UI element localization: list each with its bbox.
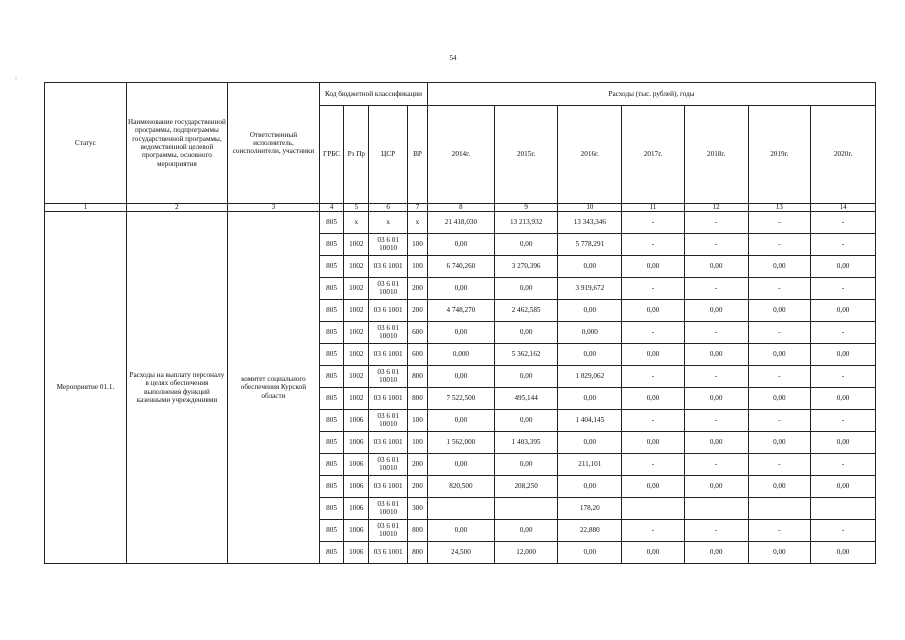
year-2014-cell: [428, 498, 495, 520]
year-2016-cell: 211,101: [558, 454, 622, 476]
csr-cell: 03 6 01 10010: [369, 520, 407, 542]
header-executor: Ответственный исполнитель, соисполнители, участники: [227, 83, 319, 204]
year-2017-cell: -: [622, 410, 685, 432]
year-2019-cell: -: [748, 454, 811, 476]
header-grbs: ГРБС: [319, 106, 343, 204]
column-number: 6: [369, 204, 407, 212]
year-2020-cell: -: [811, 278, 876, 300]
year-2015-cell: [494, 498, 558, 520]
year-2016-cell: 0,000: [558, 322, 622, 344]
column-number: 8: [428, 204, 495, 212]
status-cell: Мероприятие 01.1.: [45, 212, 127, 564]
year-2020-cell: 0,00: [811, 432, 876, 454]
year-2018-cell: -: [684, 454, 748, 476]
header-year-2014: 2014г.: [428, 106, 495, 204]
grbs-cell: 805: [319, 234, 343, 256]
header-expenses: Расходы (тыс. рублей), годы: [428, 83, 876, 106]
grbs-cell: 805: [319, 278, 343, 300]
executor-cell: комитет социального обеспечения Курской области: [227, 212, 319, 564]
header-name: Наименование государственной программы, подпрограммы государственной программы, ведомственной целевой программы, основного мероприятия: [126, 83, 227, 204]
year-2019-cell: 0,00: [748, 256, 811, 278]
year-2017-cell: [622, 498, 685, 520]
year-2016-cell: 178,20: [558, 498, 622, 520]
year-2019-cell: 0,00: [748, 432, 811, 454]
vr-cell: 100: [407, 256, 427, 278]
year-2019-cell: -: [748, 278, 811, 300]
rzpr-cell: 1002: [344, 322, 369, 344]
rzpr-cell: 1002: [344, 278, 369, 300]
csr-cell: 03 6 1001: [369, 432, 407, 454]
year-2019-cell: [748, 498, 811, 520]
csr-cell: 03 6 1001: [369, 344, 407, 366]
csr-cell: 03 6 1001: [369, 300, 407, 322]
rzpr-cell: 1002: [344, 300, 369, 322]
vr-cell: 100: [407, 432, 427, 454]
table-body: [45, 212, 876, 564]
column-number: 10: [558, 204, 622, 212]
header-year-2016: 2016г.: [558, 106, 622, 204]
year-2020-cell: -: [811, 410, 876, 432]
year-2015-cell: 2 462,585: [494, 300, 558, 322]
year-2016-cell: 0,00: [558, 476, 622, 498]
year-2015-cell: 208,250: [494, 476, 558, 498]
column-number: 7: [407, 204, 427, 212]
year-2015-cell: 0,00: [494, 520, 558, 542]
grbs-cell: 805: [319, 256, 343, 278]
csr-cell: 03 6 01 10010: [369, 454, 407, 476]
header-rzpr: Рз Пр: [344, 106, 369, 204]
year-2014-cell: 0,00: [428, 366, 495, 388]
grbs-cell: 805: [319, 432, 343, 454]
column-number: 1: [45, 204, 127, 212]
year-2019-cell: 0,00: [748, 300, 811, 322]
year-2020-cell: 0,00: [811, 388, 876, 410]
year-2015-cell: 12,000: [494, 542, 558, 564]
column-number: 12: [684, 204, 748, 212]
year-2014-cell: 0,00: [428, 454, 495, 476]
budget-table: [44, 82, 876, 564]
year-2014-cell: 4 748,270: [428, 300, 495, 322]
grbs-cell: 805: [319, 388, 343, 410]
year-2014-cell: 1 562,000: [428, 432, 495, 454]
rzpr-cell: 1006: [344, 454, 369, 476]
year-2014-cell: 6 740,260: [428, 256, 495, 278]
year-2016-cell: 0,00: [558, 432, 622, 454]
vr-cell: 300: [407, 498, 427, 520]
grbs-cell: 805: [319, 454, 343, 476]
year-2014-cell: 7 522,500: [428, 388, 495, 410]
year-2020-cell: 0,00: [811, 542, 876, 564]
year-2016-cell: 0,00: [558, 344, 622, 366]
rzpr-cell: 1006: [344, 498, 369, 520]
grbs-cell: 805: [319, 300, 343, 322]
year-2018-cell: -: [684, 212, 748, 234]
year-2020-cell: 0,00: [811, 344, 876, 366]
header-csr: ЦСР: [369, 106, 407, 204]
year-2016-cell: 22,880: [558, 520, 622, 542]
column-number: 13: [748, 204, 811, 212]
vr-cell: 800: [407, 542, 427, 564]
year-2016-cell: 0,00: [558, 256, 622, 278]
year-2019-cell: -: [748, 212, 811, 234]
vr-cell: 200: [407, 300, 427, 322]
year-2020-cell: -: [811, 212, 876, 234]
vr-cell: 200: [407, 278, 427, 300]
column-number: 4: [319, 204, 343, 212]
vr-cell: 100: [407, 410, 427, 432]
year-2018-cell: 0,00: [684, 542, 748, 564]
rzpr-cell: 1006: [344, 520, 369, 542]
grbs-cell: 805: [319, 476, 343, 498]
csr-cell: 03 6 01 10010: [369, 498, 407, 520]
header-year-2019: 2019г.: [748, 106, 811, 204]
header-row-top: [45, 83, 876, 106]
year-2019-cell: -: [748, 234, 811, 256]
year-2018-cell: 0,00: [684, 300, 748, 322]
year-2017-cell: 0,00: [622, 388, 685, 410]
year-2015-cell: 495,144: [494, 388, 558, 410]
year-2017-cell: 0,00: [622, 476, 685, 498]
csr-cell: 03 6 01 10010: [369, 278, 407, 300]
year-2018-cell: 0,00: [684, 344, 748, 366]
column-number: 2: [126, 204, 227, 212]
year-2018-cell: 0,00: [684, 256, 748, 278]
year-2020-cell: -: [811, 234, 876, 256]
header-year-2015: 2015г.: [494, 106, 558, 204]
table-row: [45, 212, 876, 234]
year-2016-cell: 1 404,145: [558, 410, 622, 432]
year-2015-cell: 0,00: [494, 366, 558, 388]
rzpr-cell: 1002: [344, 234, 369, 256]
header-year-2018: 2018г.: [684, 106, 748, 204]
rzpr-cell: х: [344, 212, 369, 234]
year-2016-cell: 1 829,062: [558, 366, 622, 388]
csr-cell: 03 6 01 10010: [369, 322, 407, 344]
year-2014-cell: 820,500: [428, 476, 495, 498]
rzpr-cell: 1006: [344, 410, 369, 432]
year-2019-cell: -: [748, 520, 811, 542]
year-2015-cell: 0,00: [494, 410, 558, 432]
rzpr-cell: 1002: [344, 344, 369, 366]
page-number: 54: [449, 54, 457, 62]
year-2017-cell: 0,00: [622, 256, 685, 278]
year-2015-cell: 0,00: [494, 322, 558, 344]
year-2020-cell: 0,00: [811, 256, 876, 278]
header-status: Статус: [45, 83, 127, 204]
header-vr: ВР: [407, 106, 427, 204]
year-2017-cell: -: [622, 454, 685, 476]
year-2018-cell: 0,00: [684, 432, 748, 454]
column-number: 9: [494, 204, 558, 212]
rzpr-cell: 1006: [344, 432, 369, 454]
year-2018-cell: -: [684, 410, 748, 432]
year-2016-cell: 3 919,672: [558, 278, 622, 300]
csr-cell: 03 6 01 10010: [369, 366, 407, 388]
rzpr-cell: 1002: [344, 366, 369, 388]
year-2015-cell: 5 362,162: [494, 344, 558, 366]
year-2019-cell: -: [748, 410, 811, 432]
header-year-2017: 2017г.: [622, 106, 685, 204]
year-2020-cell: -: [811, 322, 876, 344]
grbs-cell: 805: [319, 498, 343, 520]
grbs-cell: 805: [319, 520, 343, 542]
csr-cell: 03 6 1001: [369, 388, 407, 410]
column-number-row: [45, 204, 876, 212]
year-2018-cell: -: [684, 366, 748, 388]
grbs-cell: 805: [319, 212, 343, 234]
year-2018-cell: [684, 498, 748, 520]
csr-cell: 03 6 1001: [369, 256, 407, 278]
year-2014-cell: 0,00: [428, 520, 495, 542]
year-2019-cell: -: [748, 322, 811, 344]
vr-cell: х: [407, 212, 427, 234]
year-2018-cell: -: [684, 278, 748, 300]
year-2014-cell: 0,00: [428, 234, 495, 256]
year-2017-cell: -: [622, 520, 685, 542]
rzpr-cell: 1006: [344, 542, 369, 564]
scan-corner-mark: -: [15, 76, 17, 82]
year-2019-cell: 0,00: [748, 388, 811, 410]
year-2014-cell: 0,00: [428, 278, 495, 300]
header-year-2020: 2020г.: [811, 106, 876, 204]
year-2017-cell: -: [622, 212, 685, 234]
year-2014-cell: 0,00: [428, 410, 495, 432]
year-2015-cell: 3 270,396: [494, 256, 558, 278]
csr-cell: 03 6 1001: [369, 476, 407, 498]
year-2017-cell: -: [622, 278, 685, 300]
vr-cell: 800: [407, 366, 427, 388]
column-number: 5: [344, 204, 369, 212]
year-2019-cell: -: [748, 366, 811, 388]
csr-cell: 03 6 01 10010: [369, 234, 407, 256]
year-2019-cell: 0,00: [748, 476, 811, 498]
column-number: 14: [811, 204, 876, 212]
year-2019-cell: 0,00: [748, 542, 811, 564]
vr-cell: 600: [407, 322, 427, 344]
csr-cell: 03 6 01 10010: [369, 410, 407, 432]
vr-cell: 200: [407, 476, 427, 498]
grbs-cell: 805: [319, 410, 343, 432]
year-2015-cell: 0,00: [494, 234, 558, 256]
year-2014-cell: 21 418,030: [428, 212, 495, 234]
year-2015-cell: 13 213,932: [494, 212, 558, 234]
year-2020-cell: -: [811, 520, 876, 542]
year-2017-cell: 0,00: [622, 344, 685, 366]
rzpr-cell: 1002: [344, 256, 369, 278]
grbs-cell: 805: [319, 366, 343, 388]
year-2017-cell: 0,00: [622, 432, 685, 454]
year-2014-cell: 0,000: [428, 344, 495, 366]
name-cell: Расходы на выплату персоналу в целях обеспечения выполнения функций казенными учреждениями: [126, 212, 227, 564]
year-2017-cell: -: [622, 366, 685, 388]
column-number: 3: [227, 204, 319, 212]
rzpr-cell: 1006: [344, 476, 369, 498]
vr-cell: 200: [407, 454, 427, 476]
year-2016-cell: 5 778,291: [558, 234, 622, 256]
year-2015-cell: 0,00: [494, 454, 558, 476]
year-2017-cell: 0,00: [622, 542, 685, 564]
year-2018-cell: 0,00: [684, 476, 748, 498]
csr-cell: 03 6 1001: [369, 542, 407, 564]
year-2020-cell: [811, 498, 876, 520]
year-2015-cell: 1 403,395: [494, 432, 558, 454]
year-2018-cell: 0,00: [684, 388, 748, 410]
year-2014-cell: 0,00: [428, 322, 495, 344]
grbs-cell: 805: [319, 542, 343, 564]
grbs-cell: 805: [319, 344, 343, 366]
column-number: 11: [622, 204, 685, 212]
year-2017-cell: -: [622, 234, 685, 256]
year-2016-cell: 0,00: [558, 542, 622, 564]
year-2018-cell: -: [684, 322, 748, 344]
vr-cell: 100: [407, 234, 427, 256]
year-2017-cell: 0,00: [622, 300, 685, 322]
year-2016-cell: 0,00: [558, 300, 622, 322]
year-2017-cell: -: [622, 322, 685, 344]
year-2014-cell: 24,500: [428, 542, 495, 564]
year-2020-cell: 0,00: [811, 300, 876, 322]
year-2019-cell: 0,00: [748, 344, 811, 366]
csr-cell: х: [369, 212, 407, 234]
year-2020-cell: 0,00: [811, 476, 876, 498]
header-budget-code: Код бюджетной классификации: [319, 83, 427, 106]
rzpr-cell: 1002: [344, 388, 369, 410]
grbs-cell: 805: [319, 322, 343, 344]
year-2016-cell: 13 343,346: [558, 212, 622, 234]
year-2015-cell: 0,00: [494, 278, 558, 300]
vr-cell: 800: [407, 388, 427, 410]
year-2016-cell: 0,00: [558, 388, 622, 410]
year-2020-cell: -: [811, 454, 876, 476]
vr-cell: 800: [407, 520, 427, 542]
year-2018-cell: -: [684, 520, 748, 542]
year-2020-cell: -: [811, 366, 876, 388]
year-2018-cell: -: [684, 234, 748, 256]
vr-cell: 600: [407, 344, 427, 366]
